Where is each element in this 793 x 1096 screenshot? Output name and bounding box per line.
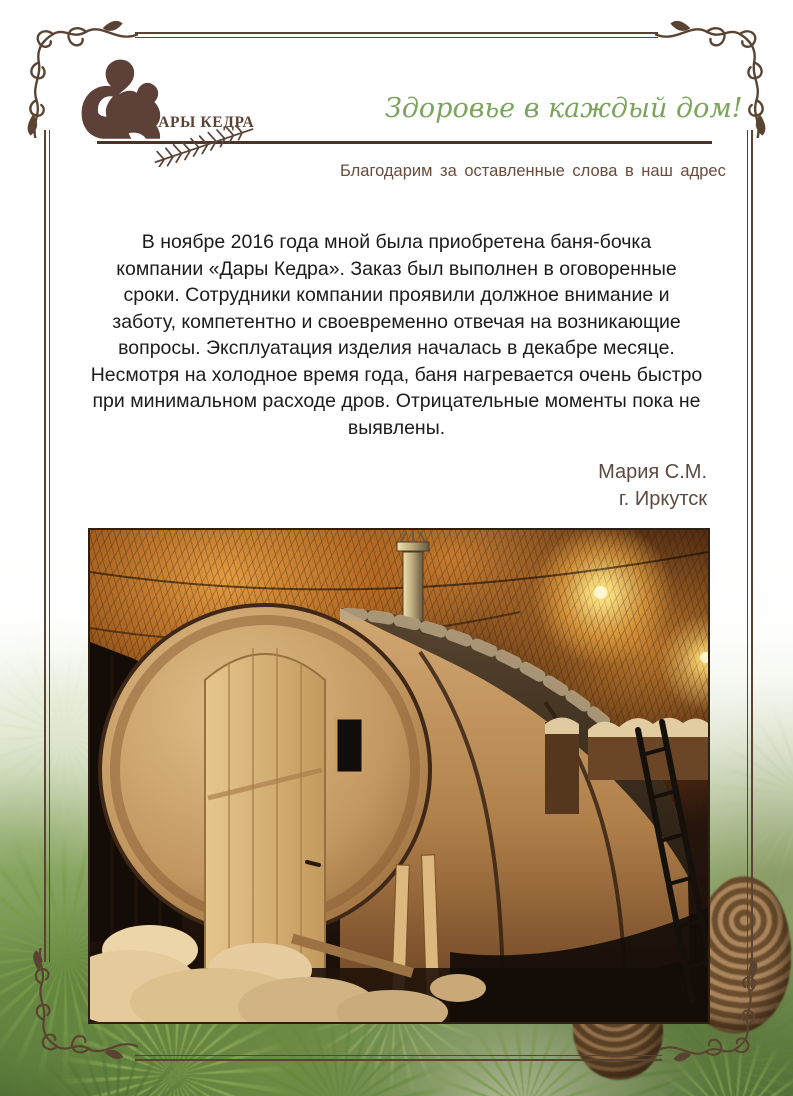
sauna-window bbox=[336, 718, 363, 773]
frame-rule-bottom bbox=[135, 1055, 662, 1061]
testimonial-line: сроки. Сотрудники компании проявили должное внимание и bbox=[123, 284, 670, 306]
photo-scene bbox=[90, 530, 708, 1023]
tagline: Здоровье в каждый дом! bbox=[385, 93, 743, 124]
testimonial-text bbox=[78, 229, 715, 441]
testimonial-line: заботу, компетентно и своевременно отвечая на возникающие bbox=[112, 310, 681, 333]
pine-sprig-icon bbox=[152, 124, 256, 168]
testimonial-line: вопросы. Эксплуатация изделия началась в декабре месяце. bbox=[118, 337, 675, 359]
testimonial-line: В ноябре 2016 года мной была приобретена баня-бочка bbox=[141, 231, 652, 253]
frame-rule-right bbox=[747, 130, 753, 988]
sauna-photo bbox=[88, 528, 710, 1024]
testimonial-line: выявлены. bbox=[347, 416, 446, 439]
frame-rule-left bbox=[44, 130, 50, 962]
signature-author: Мария С.М. bbox=[598, 461, 707, 483]
sauna-door bbox=[205, 648, 325, 982]
frame-rule-top bbox=[135, 32, 658, 38]
testimonial-line: компании «Дары Кедра». Заказ был выполнен в оговоренные bbox=[116, 257, 677, 280]
thanks-line: Благодарим за оставленные слова в наш адрес bbox=[340, 162, 726, 180]
street-light-icon bbox=[594, 586, 607, 599]
testimonial-line: Несмотря на холодное время года, баня нагревается очень быстро bbox=[90, 363, 703, 386]
signature-city: г. Иркутск bbox=[618, 488, 707, 510]
brand-name: ДАРЫ КЕДРА bbox=[147, 114, 255, 131]
testimonial-line: при минимальном расходе дров. Отрицательные моменты пока не bbox=[92, 390, 701, 412]
signature bbox=[480, 459, 707, 513]
street-light-icon bbox=[700, 652, 710, 663]
